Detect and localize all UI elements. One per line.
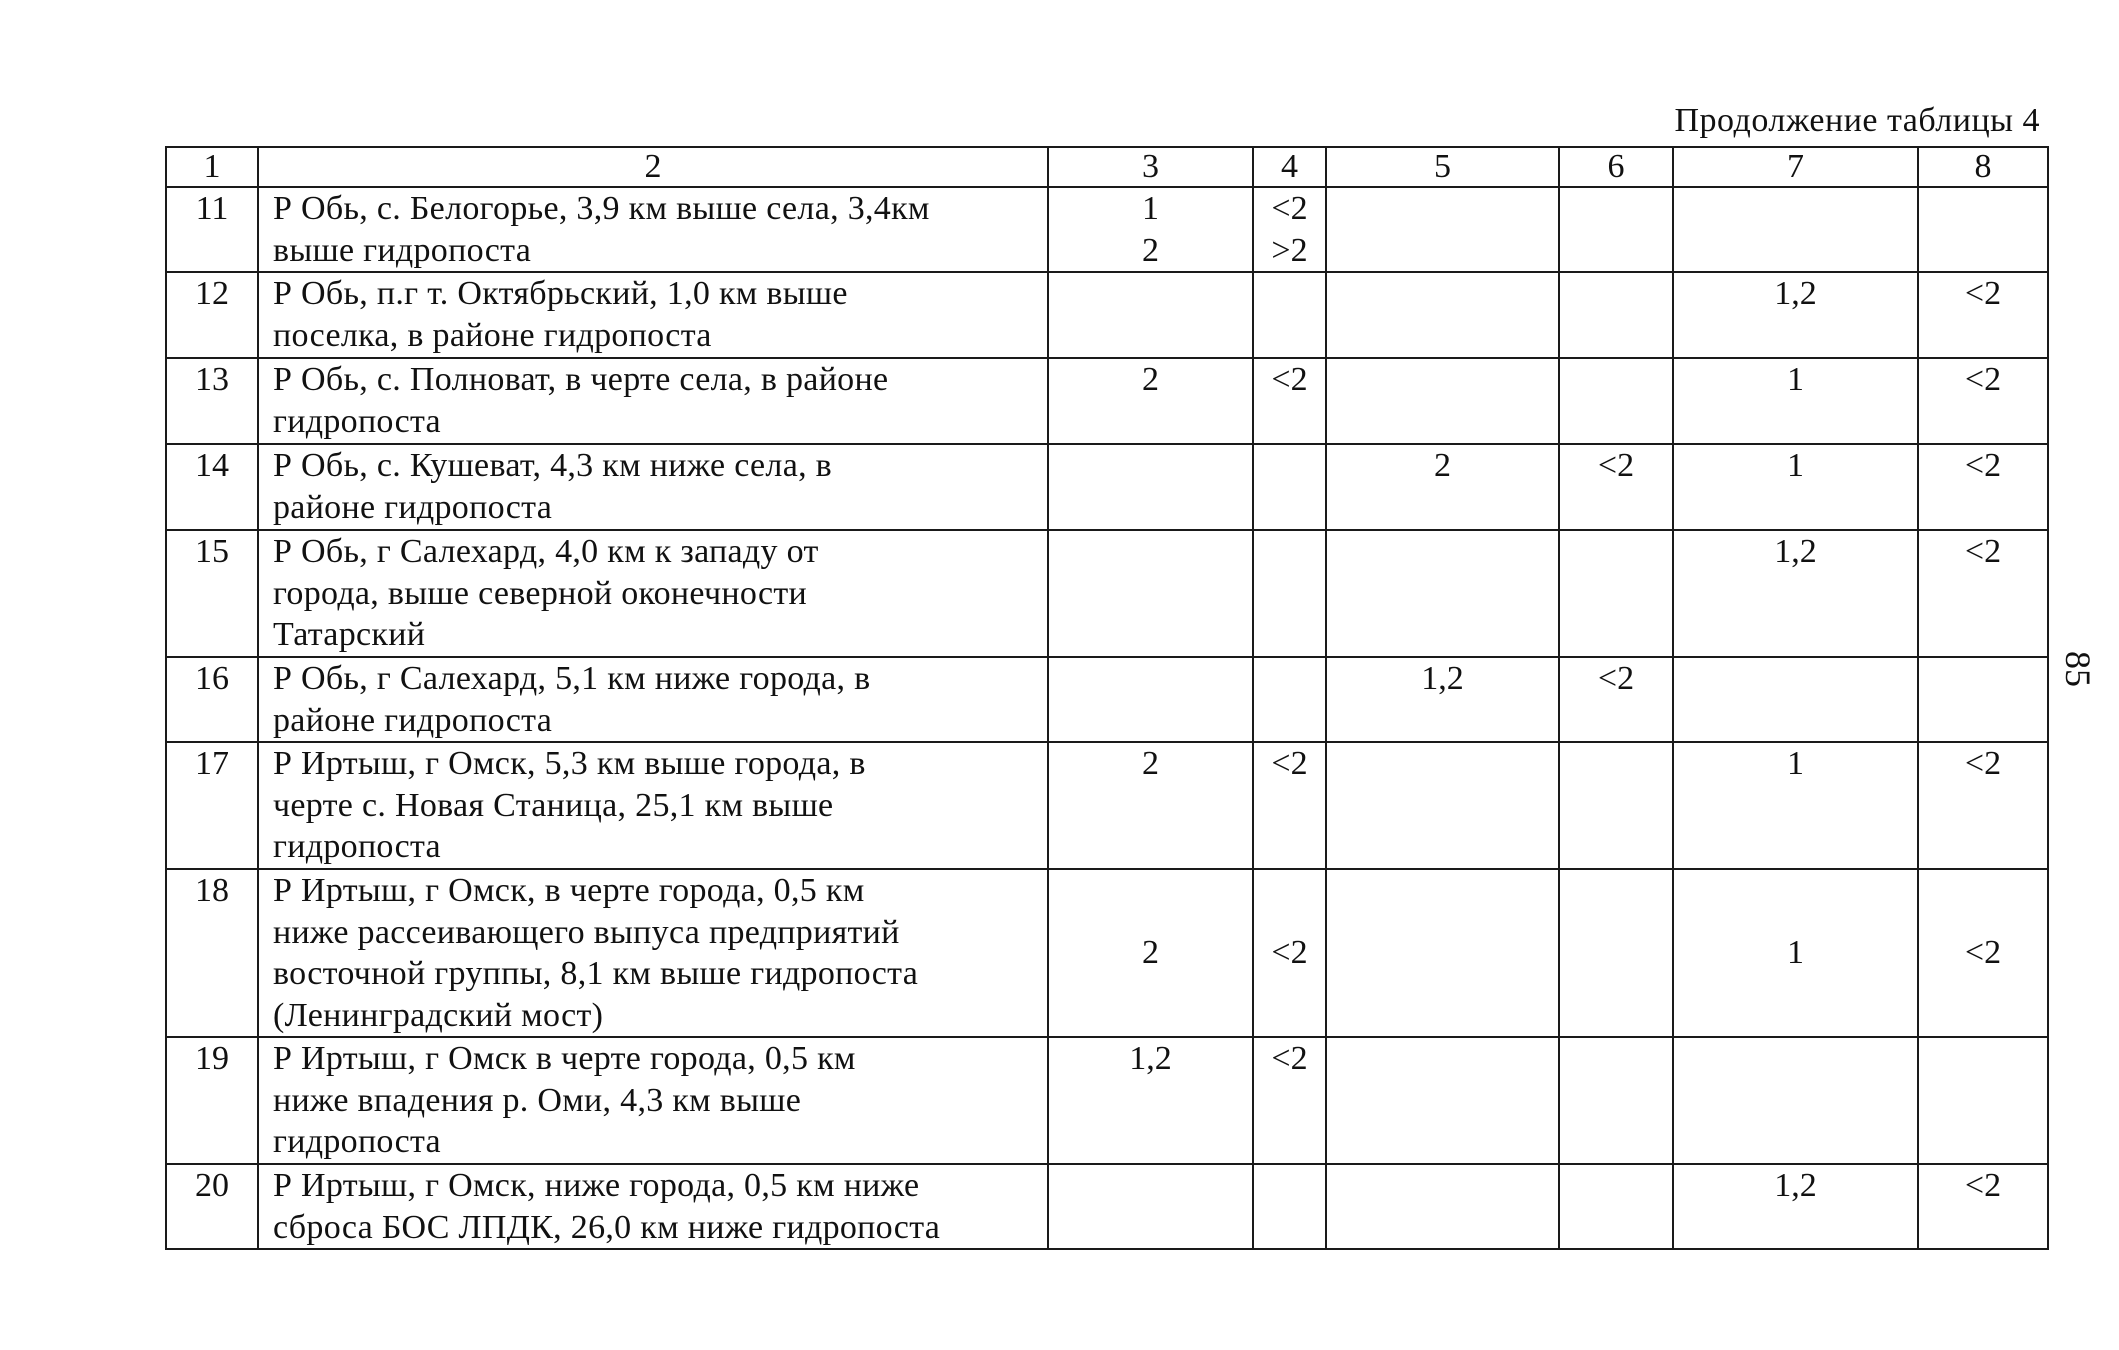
description-line: Р Иртыш, г Омск, 5,3 км выше города, в: [273, 745, 866, 782]
cell-value: <2: [1964, 1167, 2002, 1204]
table-row: [166, 1037, 2048, 1164]
row-number-cell: 20: [166, 1164, 258, 1249]
value-cell-c7: [1673, 444, 1918, 530]
value-cell-c6: [1559, 742, 1673, 869]
value-cell-c6: [1559, 272, 1673, 358]
cell-value: <2: [1964, 447, 2002, 484]
value-cell-c5: [1326, 869, 1559, 1037]
cell-value: <2: [1271, 190, 1308, 227]
value-cell-c3: [1048, 869, 1253, 1037]
cell-value: 1: [1142, 190, 1159, 227]
description-line: Р Обь, с. Белогорье, 3,9 км выше села, 3,4км: [273, 190, 930, 227]
table-row: [166, 869, 2048, 1037]
cell-value: <2: [1597, 447, 1635, 484]
description-line: районе гидропоста: [273, 701, 553, 739]
cell-value: 1,2: [1774, 1167, 1817, 1204]
header-cell: 3: [1048, 147, 1253, 187]
location-description-cell: [258, 530, 1048, 657]
header-row: [166, 147, 2048, 187]
cell-value: 1: [1787, 745, 1804, 782]
table-row: [166, 742, 2048, 869]
description-line: Р Обь, п.г т. Октябрьский, 1,0 км выше: [273, 275, 848, 312]
value-cell-c5: [1326, 1164, 1559, 1249]
cell-value: <2: [1271, 361, 1308, 398]
cell-value: 1,2: [1774, 275, 1817, 312]
value-cell-c7: [1673, 530, 1918, 657]
location-description-cell: [258, 187, 1048, 272]
value-cell-c7: [1673, 358, 1918, 444]
value-cell-c3: [1048, 272, 1253, 358]
description-line: выше гидропоста: [273, 231, 532, 269]
cell-value: >2: [1271, 231, 1308, 269]
table-row: [166, 444, 2048, 530]
location-description-cell: [258, 358, 1048, 444]
value-cell-c5: [1326, 1037, 1559, 1164]
row-number-cell: 18: [166, 869, 258, 1037]
cell-value: <2: [1964, 361, 2002, 398]
description-line: гидропоста: [273, 828, 441, 865]
description-line: черте с. Новая Станица, 25,1 км выше: [273, 786, 834, 824]
value-cell-c7: [1673, 1037, 1918, 1164]
description-line: (Ленинградский мост): [273, 996, 604, 1034]
description-line: гидропоста: [273, 402, 441, 440]
value-cell-c7: [1673, 869, 1918, 1037]
row-number-cell: 17: [166, 742, 258, 869]
value-cell-c3: [1048, 1037, 1253, 1164]
value-cell-c5: [1326, 742, 1559, 869]
description-line: города, выше северной оконечности: [273, 574, 808, 612]
value-cell-c5: [1326, 530, 1559, 657]
description-line: Р Обь, г Салехард, 4,0 км к западу от: [273, 533, 819, 570]
value-cell-c8: [1918, 742, 2048, 869]
cell-value: <2: [1271, 934, 1308, 972]
location-description-cell: [258, 742, 1048, 869]
value-cell-c3: [1048, 358, 1253, 444]
row-number-cell: 16: [166, 657, 258, 742]
table-row: [166, 358, 2048, 444]
description-line: сброса БОС ЛПДК, 26,0 км ниже гидропоста: [273, 1208, 941, 1246]
value-cell-c4: [1253, 1164, 1326, 1249]
description-line: ниже впадения р. Оми, 4,3 км выше: [273, 1081, 802, 1119]
cell-value: 1: [1787, 361, 1804, 398]
location-description-cell: [258, 1164, 1048, 1249]
value-cell-c4: [1253, 187, 1326, 272]
row-number-cell: 13: [166, 358, 258, 444]
value-cell-c6: [1559, 657, 1673, 742]
header-cell: 8: [1918, 147, 2048, 187]
value-cell-c3: [1048, 1164, 1253, 1249]
page-number: 85: [2058, 651, 2098, 687]
value-cell-c8: [1918, 869, 2048, 1037]
header-cell: 1: [166, 147, 258, 187]
cell-value: 2: [1142, 934, 1159, 972]
description-line: ниже рассеивающего выпуса предприятий: [273, 913, 900, 951]
value-cell-c8: [1918, 187, 2048, 272]
value-cell-c6: [1559, 530, 1673, 657]
value-cell-c6: [1559, 358, 1673, 444]
cell-value: <2: [1597, 660, 1635, 697]
value-cell-c4: [1253, 358, 1326, 444]
description-line: Р Обь, г Салехард, 5,1 км ниже города, в: [273, 660, 871, 697]
value-cell-c8: [1918, 358, 2048, 444]
value-cell-c8: [1918, 530, 2048, 657]
row-number-cell: 12: [166, 272, 258, 358]
row-number-cell: 11: [166, 187, 258, 272]
header-cell: 7: [1673, 147, 1918, 187]
description-line: районе гидропоста: [273, 488, 553, 526]
description-line: Р Иртыш, г Омск, ниже города, 0,5 км ниже: [273, 1167, 920, 1204]
header-cell: 5: [1326, 147, 1559, 187]
value-cell-c5: [1326, 358, 1559, 444]
value-cell-c8: [1918, 1164, 2048, 1249]
value-cell-c8: [1918, 1037, 2048, 1164]
value-cell-c7: [1673, 657, 1918, 742]
value-cell-c4: [1253, 1037, 1326, 1164]
location-description-cell: [258, 1037, 1048, 1164]
value-cell-c8: [1918, 657, 2048, 742]
header-cell: 6: [1559, 147, 1673, 187]
description-line: Татарский: [273, 616, 426, 653]
cell-value: 2: [1142, 231, 1159, 269]
value-cell-c3: [1048, 742, 1253, 869]
value-cell-c4: [1253, 444, 1326, 530]
cell-value: 1,2: [1421, 660, 1464, 697]
value-cell-c7: [1673, 272, 1918, 358]
value-cell-c7: [1673, 187, 1918, 272]
table-row: [166, 187, 2048, 272]
cell-value: <2: [1964, 533, 2002, 570]
cell-value: <2: [1964, 745, 2002, 782]
value-cell-c5: [1326, 272, 1559, 358]
value-cell-c5: [1326, 187, 1559, 272]
value-cell-c7: [1673, 1164, 1918, 1249]
table-row: [166, 530, 2048, 657]
cell-value: <2: [1271, 745, 1308, 782]
value-cell-c5: [1326, 444, 1559, 530]
header-cell: 4: [1253, 147, 1326, 187]
value-cell-c3: [1048, 444, 1253, 530]
table-body: [166, 187, 2048, 1249]
value-cell-c5: [1326, 657, 1559, 742]
location-description-cell: [258, 272, 1048, 358]
data-table: [165, 146, 2049, 1250]
value-cell-c6: [1559, 444, 1673, 530]
location-description-cell: [258, 869, 1048, 1037]
value-cell-c6: [1559, 869, 1673, 1037]
value-cell-c3: [1048, 657, 1253, 742]
value-cell-c3: [1048, 530, 1253, 657]
location-description-cell: [258, 444, 1048, 530]
value-cell-c7: [1673, 742, 1918, 869]
cell-value: <2: [1964, 275, 2002, 312]
cell-value: 1: [1787, 447, 1804, 484]
table-row: [166, 1164, 2048, 1249]
location-description-cell: [258, 657, 1048, 742]
description-line: Р Иртыш, г Омск, в черте города, 0,5 км: [273, 872, 865, 909]
value-cell-c4: [1253, 742, 1326, 869]
cell-value: 2: [1434, 447, 1451, 484]
description-line: восточной группы, 8,1 км выше гидропоста: [273, 955, 919, 992]
cell-value: 1: [1787, 934, 1804, 972]
table-row: [166, 657, 2048, 742]
description-line: Р Обь, с. Кушеват, 4,3 км ниже села, в: [273, 447, 833, 484]
cell-value: 1,2: [1774, 533, 1817, 570]
value-cell-c6: [1559, 1164, 1673, 1249]
description-line: поселка, в районе гидропоста: [273, 316, 712, 354]
row-number-cell: 14: [166, 444, 258, 530]
value-cell-c6: [1559, 1037, 1673, 1164]
value-cell-c4: [1253, 272, 1326, 358]
value-cell-c6: [1559, 187, 1673, 272]
value-cell-c8: [1918, 444, 2048, 530]
value-cell-c8: [1918, 272, 2048, 358]
cell-value: 1,2: [1129, 1040, 1172, 1077]
table-caption: Продолжение таблицы 4: [1674, 102, 2040, 139]
cell-value: <2: [1964, 934, 2002, 972]
value-cell-c4: [1253, 869, 1326, 1037]
cell-value: <2: [1271, 1040, 1308, 1077]
cell-value: 2: [1142, 361, 1159, 398]
value-cell-c3: [1048, 187, 1253, 272]
cell-value: 2: [1142, 745, 1159, 782]
row-number-cell: 15: [166, 530, 258, 657]
description-line: гидропоста: [273, 1123, 441, 1160]
header-cell: 2: [258, 147, 1048, 187]
description-line: Р Обь, с. Полноват, в черте села, в районе: [273, 361, 889, 398]
value-cell-c4: [1253, 657, 1326, 742]
table-row: [166, 272, 2048, 358]
row-number-cell: 19: [166, 1037, 258, 1164]
description-line: Р Иртыш, г Омск в черте города, 0,5 км: [273, 1040, 856, 1077]
value-cell-c4: [1253, 530, 1326, 657]
